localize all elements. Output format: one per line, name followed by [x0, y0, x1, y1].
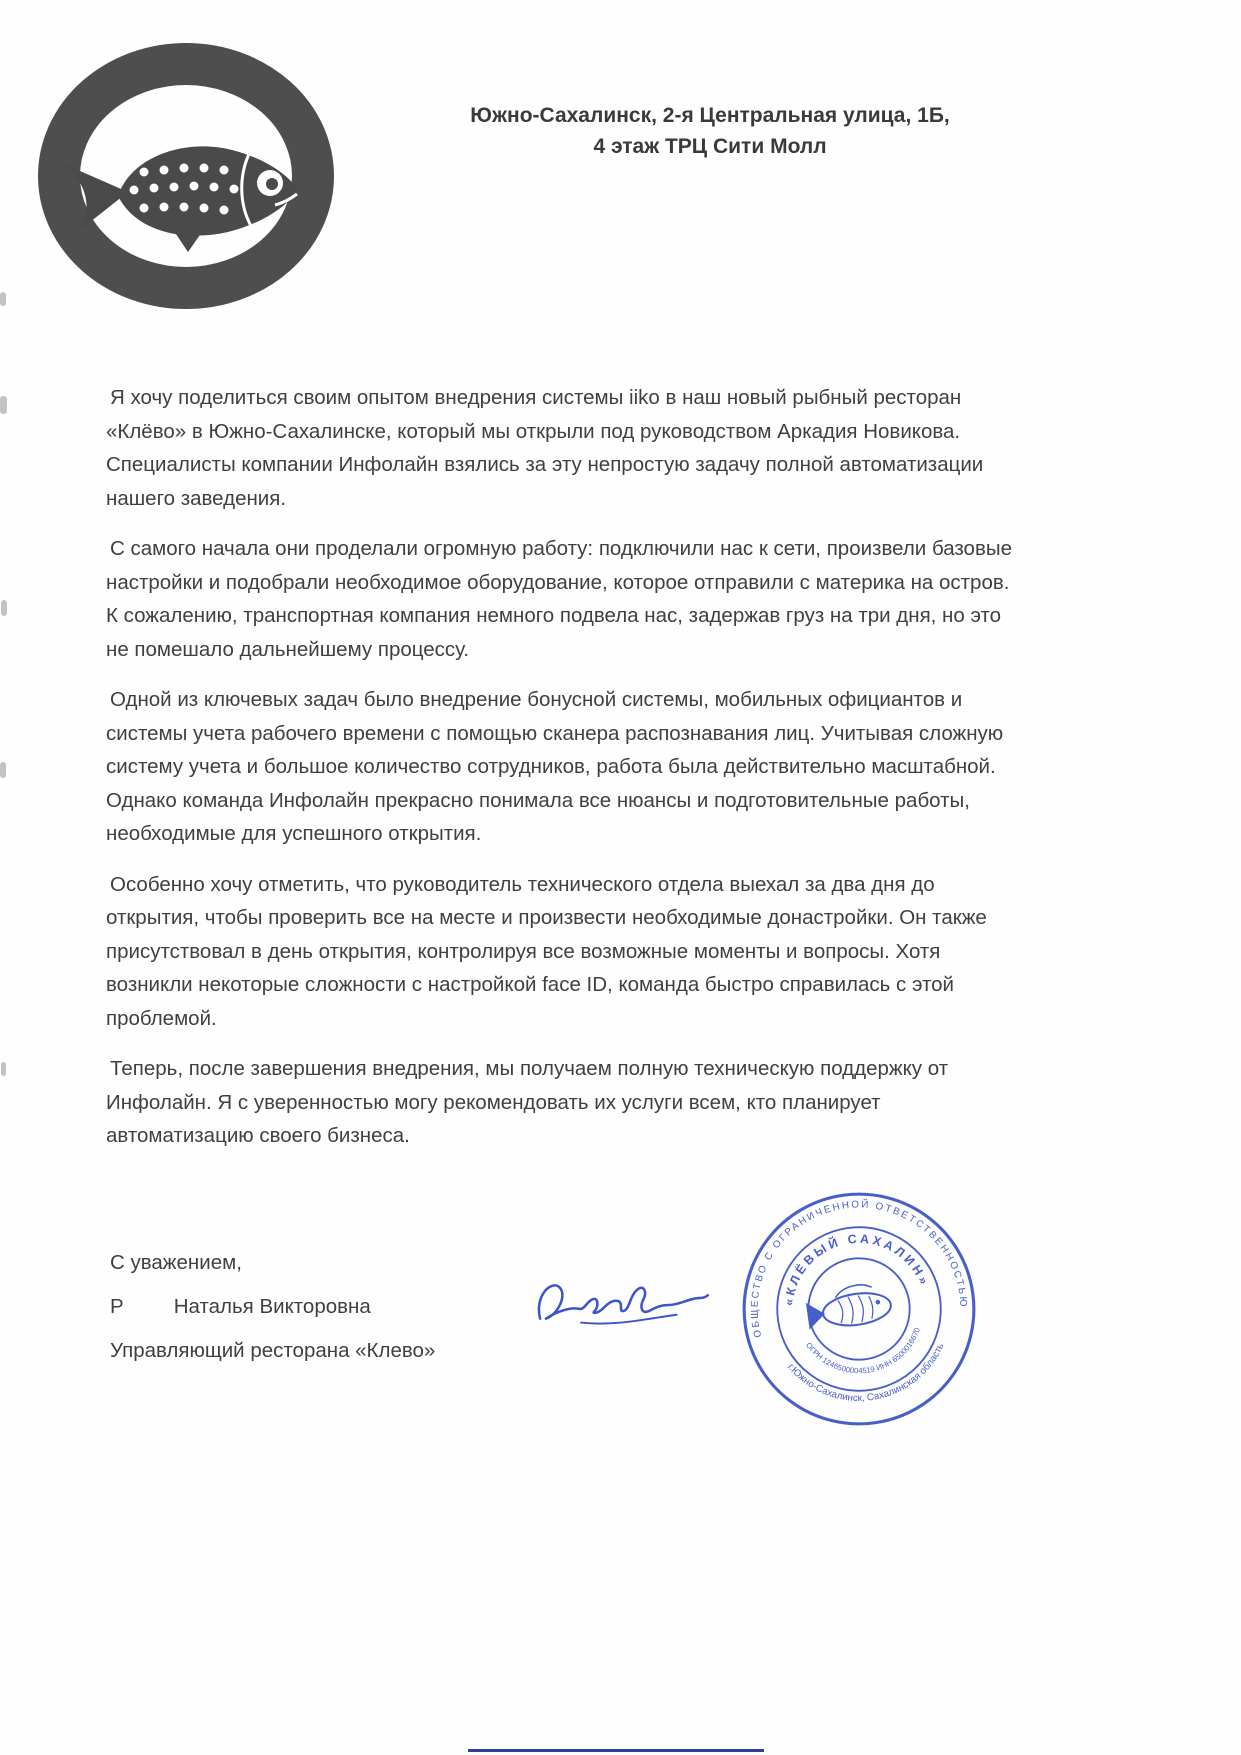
scan-artifact [0, 762, 6, 778]
restaurant-fish-logo [36, 26, 336, 326]
header-address [410, 100, 1010, 162]
stamp-company-name-text: «КЛЁВЫЙ САХАЛИН» [781, 1231, 933, 1307]
stamp-outer-top-text: ОБЩЕСТВО С ОГРАНИЧЕННОЙ ОТВЕТСТВЕННОСТЬЮ [749, 1199, 969, 1339]
closing-line: С уважением, [110, 1251, 242, 1274]
letter-body [106, 381, 1020, 1170]
svg-text:ОБЩЕСТВО С ОГРАНИЧЕННОЙ ОТВЕТС [740, 1190, 970, 1339]
stamp-ogrn-inn-text: ОГРН 1246500004519 ИНН 6500016670 [804, 1326, 922, 1376]
signer-name: Наталья Викторовна [173, 1295, 371, 1318]
scan-artifact [0, 396, 7, 414]
signer-title: Управляющий ресторана «Клево» [110, 1339, 436, 1362]
signature-block [110, 1248, 435, 1380]
handwritten-signature [524, 1266, 720, 1344]
paragraph-3: Одной из ключевых задач было внедрение бонусной системы, мобильных официантов и системы учета рабочего времени с помощью сканера распознавания лиц. Учитывая сложную систему учета и большое количество сотрудников, работа была действительно масштабной. Однако команда Инфолайн прекрасно понимала все нюансы и подготовительные работы, необходимые для успешного открытия. [106, 688, 1004, 845]
stamp-outer-bottom-text: г.Южно-Сахалинск, Сахалинская область [785, 1341, 947, 1404]
scan-artifact [1, 1062, 6, 1076]
stamp-fish-icon [805, 1281, 892, 1332]
paragraph-5: Теперь, после завершения внедрения, мы получаем полную техническую поддержку от Инфолайн. Я с уверенностью могу рекомендовать их услуги всем, кто планирует автоматизацию своего бизнеса. [106, 1057, 949, 1147]
signer-initial: Р [110, 1295, 124, 1318]
paragraph-2: С самого начала они проделали огромную работу: подключили нас к сети, произвели базовые настройки и подобрали необходимое оборудование, которое отправили с материка на остров. К сожалению, транспортная компания немного подвела нас, задержав груз на три дня, но это не помешало дальнейшему процессу. [106, 537, 1012, 661]
scan-artifact [0, 292, 6, 306]
address-line-2: 4 этаж ТРЦ Сити Молл [593, 135, 827, 158]
paragraph-1: Я хочу поделиться своим опытом внедрения системы iiko в наш новый рыбный ресторан «Клёво» в Южно-Сахалинске, который мы открыли под руководством Аркадия Новикова. Специалисты компании Инфолайн взялись за эту непростую задачу полной автоматизации нашего заведения. [106, 386, 984, 510]
scan-line-artifact [468, 1749, 764, 1752]
paragraph-4: Особенно хочу отметить, что руководитель технического отдела выехал за два дня до открытия, чтобы проверить все на месте и произвести необходимые донастройки. Он также присутствовал в день открытия, контролируя все возможные моменты и вопросы. Хотя возникли некоторые сложности с настройкой face ID, команда быстро справилась с этой проблемой. [106, 872, 987, 1030]
company-stamp [740, 1190, 978, 1428]
scan-artifact [1, 600, 7, 616]
signer-name-line [110, 1292, 435, 1322]
address-line-1: Южно-Сахалинск, 2-я Центральная улица, 1Б, [470, 104, 950, 127]
